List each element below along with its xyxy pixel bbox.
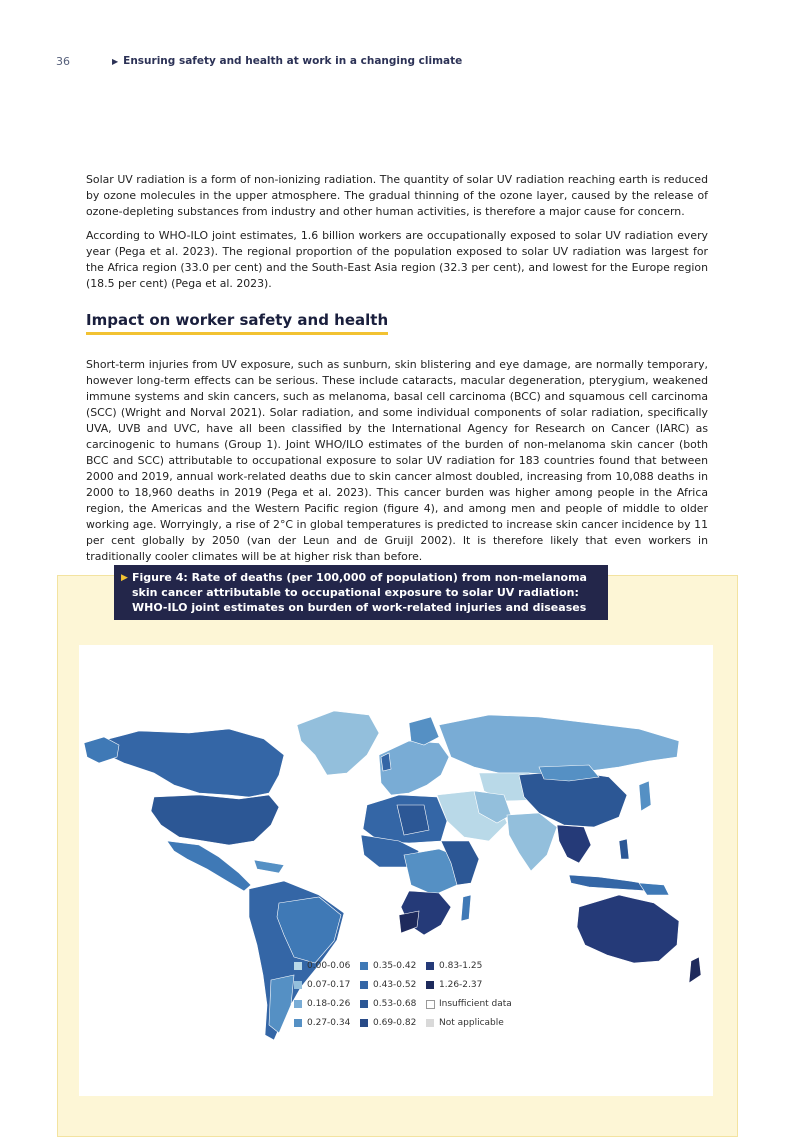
- legend-label: 0.27-0.34: [307, 1018, 351, 1028]
- legend-swatch: [360, 1019, 368, 1027]
- legend-swatch: [426, 962, 434, 970]
- section-heading: Impact on worker safety and health: [86, 311, 388, 335]
- map-region-madagascar: [461, 895, 471, 921]
- legend-label: 0.00-0.06: [307, 961, 351, 971]
- map-region-canada: [101, 729, 284, 797]
- map-region-southeast-asia: [557, 825, 591, 863]
- map-region-caribbean: [254, 860, 284, 873]
- figure-caption-text: Figure 4: Rate of deaths (per 100,000 of population) from non-melanoma skin cancer attributable to occupational exposure to solar UV radiation: WHO-ILO joint estimates on burden of work-related injuries and diseases: [132, 571, 587, 614]
- map-region-usa: [151, 795, 279, 845]
- legend-item: [426, 959, 516, 973]
- paragraph-solar-uv-intro: Solar UV radiation is a form of non-ionizing radiation. The quantity of solar UV radiation reaching earth is reduced by ozone molecules in the upper atmosphere. The gradual thinning of the ozone layer, caused by the release of ozone-depleting substances from industry and other human activities, is therefore a major cause for concern.: [86, 173, 708, 218]
- legend-label: 0.43-0.52: [373, 980, 417, 990]
- map-region-papua-new-guinea: [639, 883, 669, 895]
- legend-swatch: [294, 981, 302, 989]
- map-region-india: [507, 813, 557, 871]
- legend-swatch: [360, 962, 368, 970]
- paragraph-health-impacts: Short-term injuries from UV exposure, such as sunburn, skin blistering and eye damage, are normally temporary, however long-term effects can be serious. These include cataracts, macular degeneration, pterygium, weakened immune systems and skin cancers, such as melanoma, basal cell carcinoma (BCC) and squamous cell carcinoma (SCC) (Wright and Norval 2021). Solar radiation, and some individual components of solar radiation, specifically UVA, UVB and UVC, have all been classified by the International Agency for Research on Cancer (IARC) as carcinogenic to humans (Group 1). Joint WHO/ILO estimates of the burden of non-melanoma skin cancer (both BCC and SCC) attributable to occupational exposure to solar UV radiation for 183 countries found that between 2000 and 2019, annual work-related deaths due to skin cancer almost doubled, increasing from 10,088 deaths in 2000 to 18,960 deaths in 2019 (Pega et al. 2023). This cancer burden was higher among people in the Africa region, the Americas and the Western Pacific region (figure 4), and among men and people of middle to older working age. Worryingly, a rise of 2°C in global temperatures is predicted to increase skin cancer incidence by 11 per cent globally by 2050 (van der Leun and de Gruijl 2002). It is therefore likely that even workers in traditionally cooler climates will be at higher risk than before.: [86, 358, 708, 563]
- map-region-scandinavia: [409, 717, 439, 745]
- page-number: 36: [56, 55, 70, 68]
- legend-swatch: [426, 981, 434, 989]
- legend-label: 1.26-2.37: [439, 980, 483, 990]
- legend-swatch: [294, 1019, 302, 1027]
- legend-swatch: [426, 1000, 435, 1009]
- paragraph-exposure-estimates: According to WHO-ILO joint estimates, 1.6 billion workers are occupationally exposed to solar UV radiation every year (Pega et al. 2023). The regional proportion of the population exposed to solar UV radiation was largest for the Africa region (33.0 per cent) and the South-East Asia region (32.3 per cent), and lowest for the Europe region (18.5 per cent) (Pega et al. 2023).: [86, 229, 708, 290]
- triangle-bullet-icon: ▶: [112, 57, 119, 66]
- map-region-mexico-central-america: [167, 841, 251, 891]
- legend-label: 0.35-0.42: [373, 961, 417, 971]
- legend-swatch: [426, 1019, 434, 1027]
- legend-item: [426, 997, 516, 1011]
- legend-swatch: [294, 1000, 302, 1008]
- legend-label: 0.53-0.68: [373, 999, 417, 1009]
- legend-label: Insufficient data: [439, 999, 512, 1009]
- map-region-philippines: [619, 839, 629, 859]
- legend-label: 0.69-0.82: [373, 1018, 417, 1028]
- legend-item: [426, 1016, 516, 1030]
- legend-label: 0.83-1.25: [439, 961, 483, 971]
- map-region-argentina: [269, 975, 294, 1033]
- legend-label: Not applicable: [439, 1018, 504, 1028]
- running-header: [112, 55, 462, 67]
- map-region-japan: [639, 781, 651, 811]
- legend-item: [426, 978, 516, 992]
- figure-caption: [114, 565, 608, 620]
- legend-label: 0.18-0.26: [307, 999, 351, 1009]
- legend-swatch: [360, 981, 368, 989]
- triangle-bullet-icon: ▶: [121, 573, 128, 583]
- legend-swatch: [360, 1000, 368, 1008]
- world-map: [79, 645, 713, 1096]
- legend-label: 0.07-0.17: [307, 980, 351, 990]
- map-region-greenland: [297, 711, 379, 775]
- legend-swatch: [294, 962, 302, 970]
- map-region-new-zealand: [689, 957, 701, 983]
- map-region-australia: [577, 895, 679, 963]
- running-header-title: Ensuring safety and health at work in a changing climate: [123, 55, 463, 67]
